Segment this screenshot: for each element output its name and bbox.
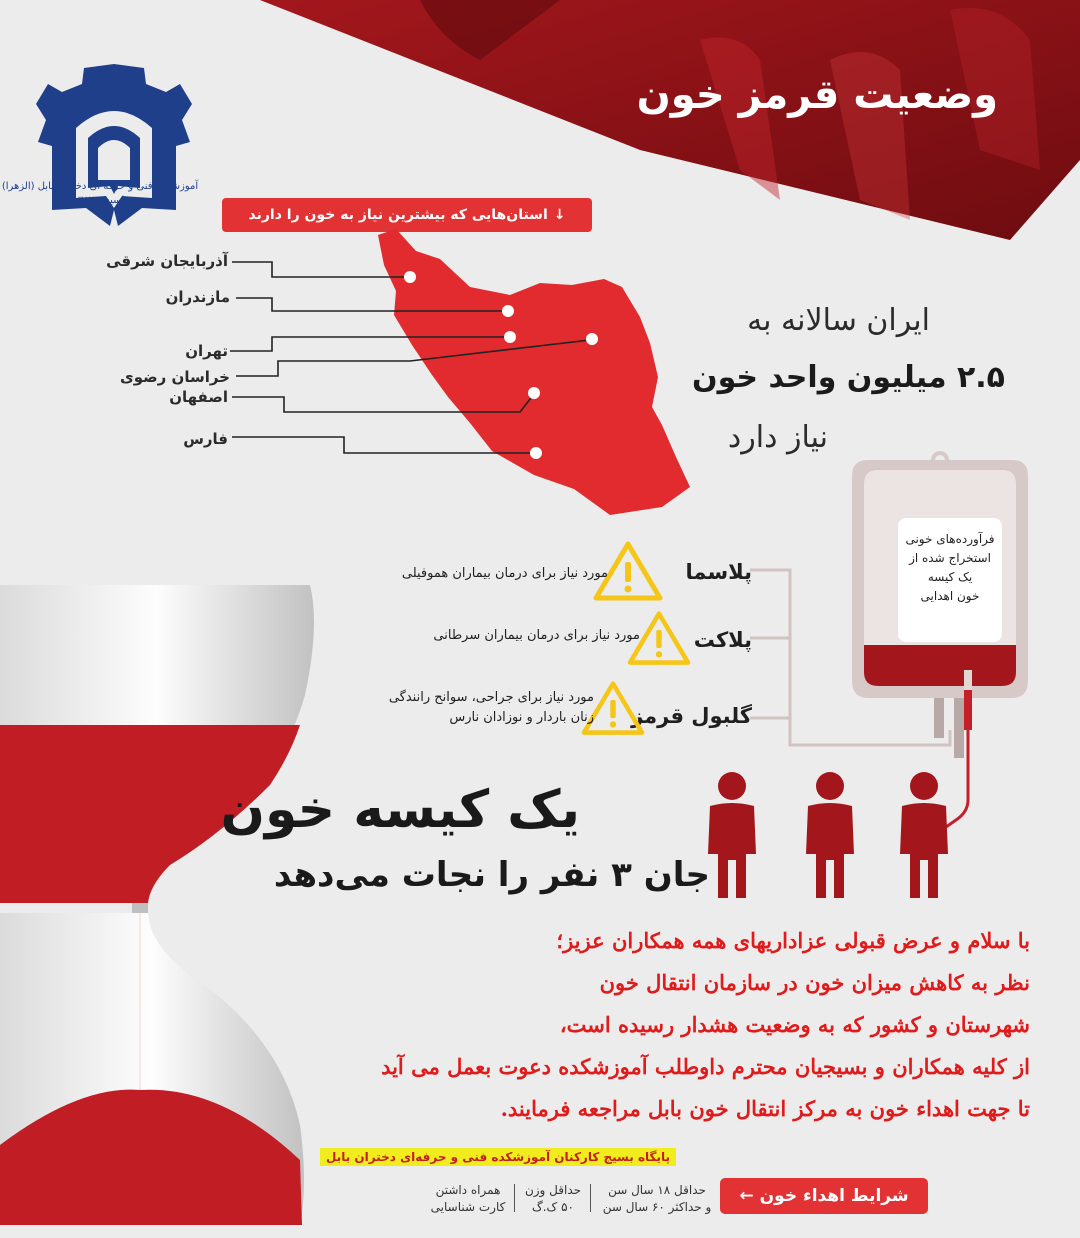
condition-line: همراه داشتن xyxy=(435,1183,501,1197)
product-desc: زنان باردار و نوزادان نارس xyxy=(449,710,594,725)
person-icon xyxy=(900,772,948,898)
basij-signature: پایگاه بسیج کارکنان آموزشکده فنی و حرفه‌ای دختران بابل xyxy=(320,1148,676,1166)
iran-map-shape xyxy=(378,229,690,515)
person-icon xyxy=(708,772,756,898)
product-desc: مورد نیاز برای جراحی، سوانح رانندگی xyxy=(388,690,594,705)
slogan-main: یک کیسه خون xyxy=(220,780,580,840)
province-label: مازندران xyxy=(165,288,230,306)
logo-founded: تاسیس ۱۳۸۲ xyxy=(72,195,128,206)
provinces-banner-text: استان‌هایی که بیشترین نیاز به خون را دارند xyxy=(248,207,548,223)
message-line: شهرستان و کشور که به وضعیت هشدار رسیده است، xyxy=(559,1012,1030,1037)
product-platelet: پلاکت xyxy=(693,628,752,652)
message-line: از کلیه همکاران و بسیجیان محترم داوطلب آموزشکده دعوت بعمل می آید xyxy=(381,1054,1030,1079)
marker-tehran xyxy=(504,331,516,343)
province-label: آذربایجان شرقی xyxy=(106,252,228,270)
leader-line-azarbayjan xyxy=(232,262,410,277)
arrow-left-icon: ← xyxy=(739,1186,754,1206)
slogan-sub: جان ۳ نفر را نجات می‌دهد xyxy=(273,855,710,895)
condition-line: حداقل وزن xyxy=(524,1183,582,1197)
donation-conditions-label: شرایط اهداء خون xyxy=(759,1186,909,1206)
bag-label-line: یک کیسه xyxy=(927,570,973,584)
condition-line: و حداکثر ۶۰ سال سن xyxy=(602,1200,712,1214)
message-line: با سلام و عرض قبولی عزاداریهای همه همکاران عزیز؛ xyxy=(556,928,1030,953)
condition-id-card xyxy=(428,1182,508,1216)
message-line: نظر به کاهش میزان خون در سازمان انتقال خون xyxy=(599,970,1030,995)
school-logo xyxy=(26,58,202,238)
condition-line: ۵۰ ک.گ xyxy=(532,1200,574,1214)
product-red-cell: گلبول قرمز xyxy=(631,704,752,728)
product-desc: مورد نیاز برای درمان بیماران سرطانی xyxy=(433,628,640,643)
product-desc: مورد نیاز برای درمان بیماران هموفیلی xyxy=(401,566,608,581)
person-icon xyxy=(806,772,854,898)
product-plasma: پلاسما xyxy=(685,560,752,584)
message-line: تا جهت اهداء خون به مرکز انتقال خون بابل مراجعه فرمایند. xyxy=(500,1096,1030,1121)
marker-fars xyxy=(530,447,542,459)
stat-line-1: ایران سالانه به xyxy=(747,303,930,338)
logo-caption xyxy=(0,180,200,208)
iran-map xyxy=(0,225,720,525)
marker-esfahan xyxy=(528,387,540,399)
divider xyxy=(590,1184,591,1212)
marker-azarbayjan xyxy=(404,271,416,283)
bag-label xyxy=(898,518,1002,642)
province-label: تهران xyxy=(185,342,228,360)
marker-khorasan xyxy=(586,333,598,345)
condition-line: کارت شناسایی xyxy=(430,1200,506,1214)
province-label: خراسان رضوی xyxy=(120,368,230,386)
stat-line-2: ۲.۵ میلیون واحد خون xyxy=(691,360,1005,395)
bag-label-line: خون اهدایی xyxy=(920,589,980,603)
bag-label-line: فرآورده‌های خونی xyxy=(905,532,995,546)
three-people-icon xyxy=(700,770,960,900)
donation-conditions-button[interactable] xyxy=(720,1178,928,1214)
province-label: اصفهان xyxy=(169,388,228,406)
hourglass-illustration xyxy=(0,585,330,1225)
page-title: وضعیت قرمز خون xyxy=(636,72,998,118)
divider xyxy=(514,1184,515,1212)
condition-line: حداقل ۱۸ سال سن xyxy=(608,1183,706,1197)
bag-label-line: استخراج شده از xyxy=(909,551,991,565)
marker-mazandaran xyxy=(502,305,514,317)
logo-name: آموزشکده فنی و حرفه ای دختران بابل (الزهرا) xyxy=(1,181,199,192)
stat-line-3: نیاز دارد xyxy=(727,420,828,455)
condition-age xyxy=(598,1182,716,1216)
condition-weight xyxy=(520,1182,586,1216)
province-label: فارس xyxy=(183,430,228,448)
arrow-down-icon: ↓ xyxy=(553,207,566,223)
